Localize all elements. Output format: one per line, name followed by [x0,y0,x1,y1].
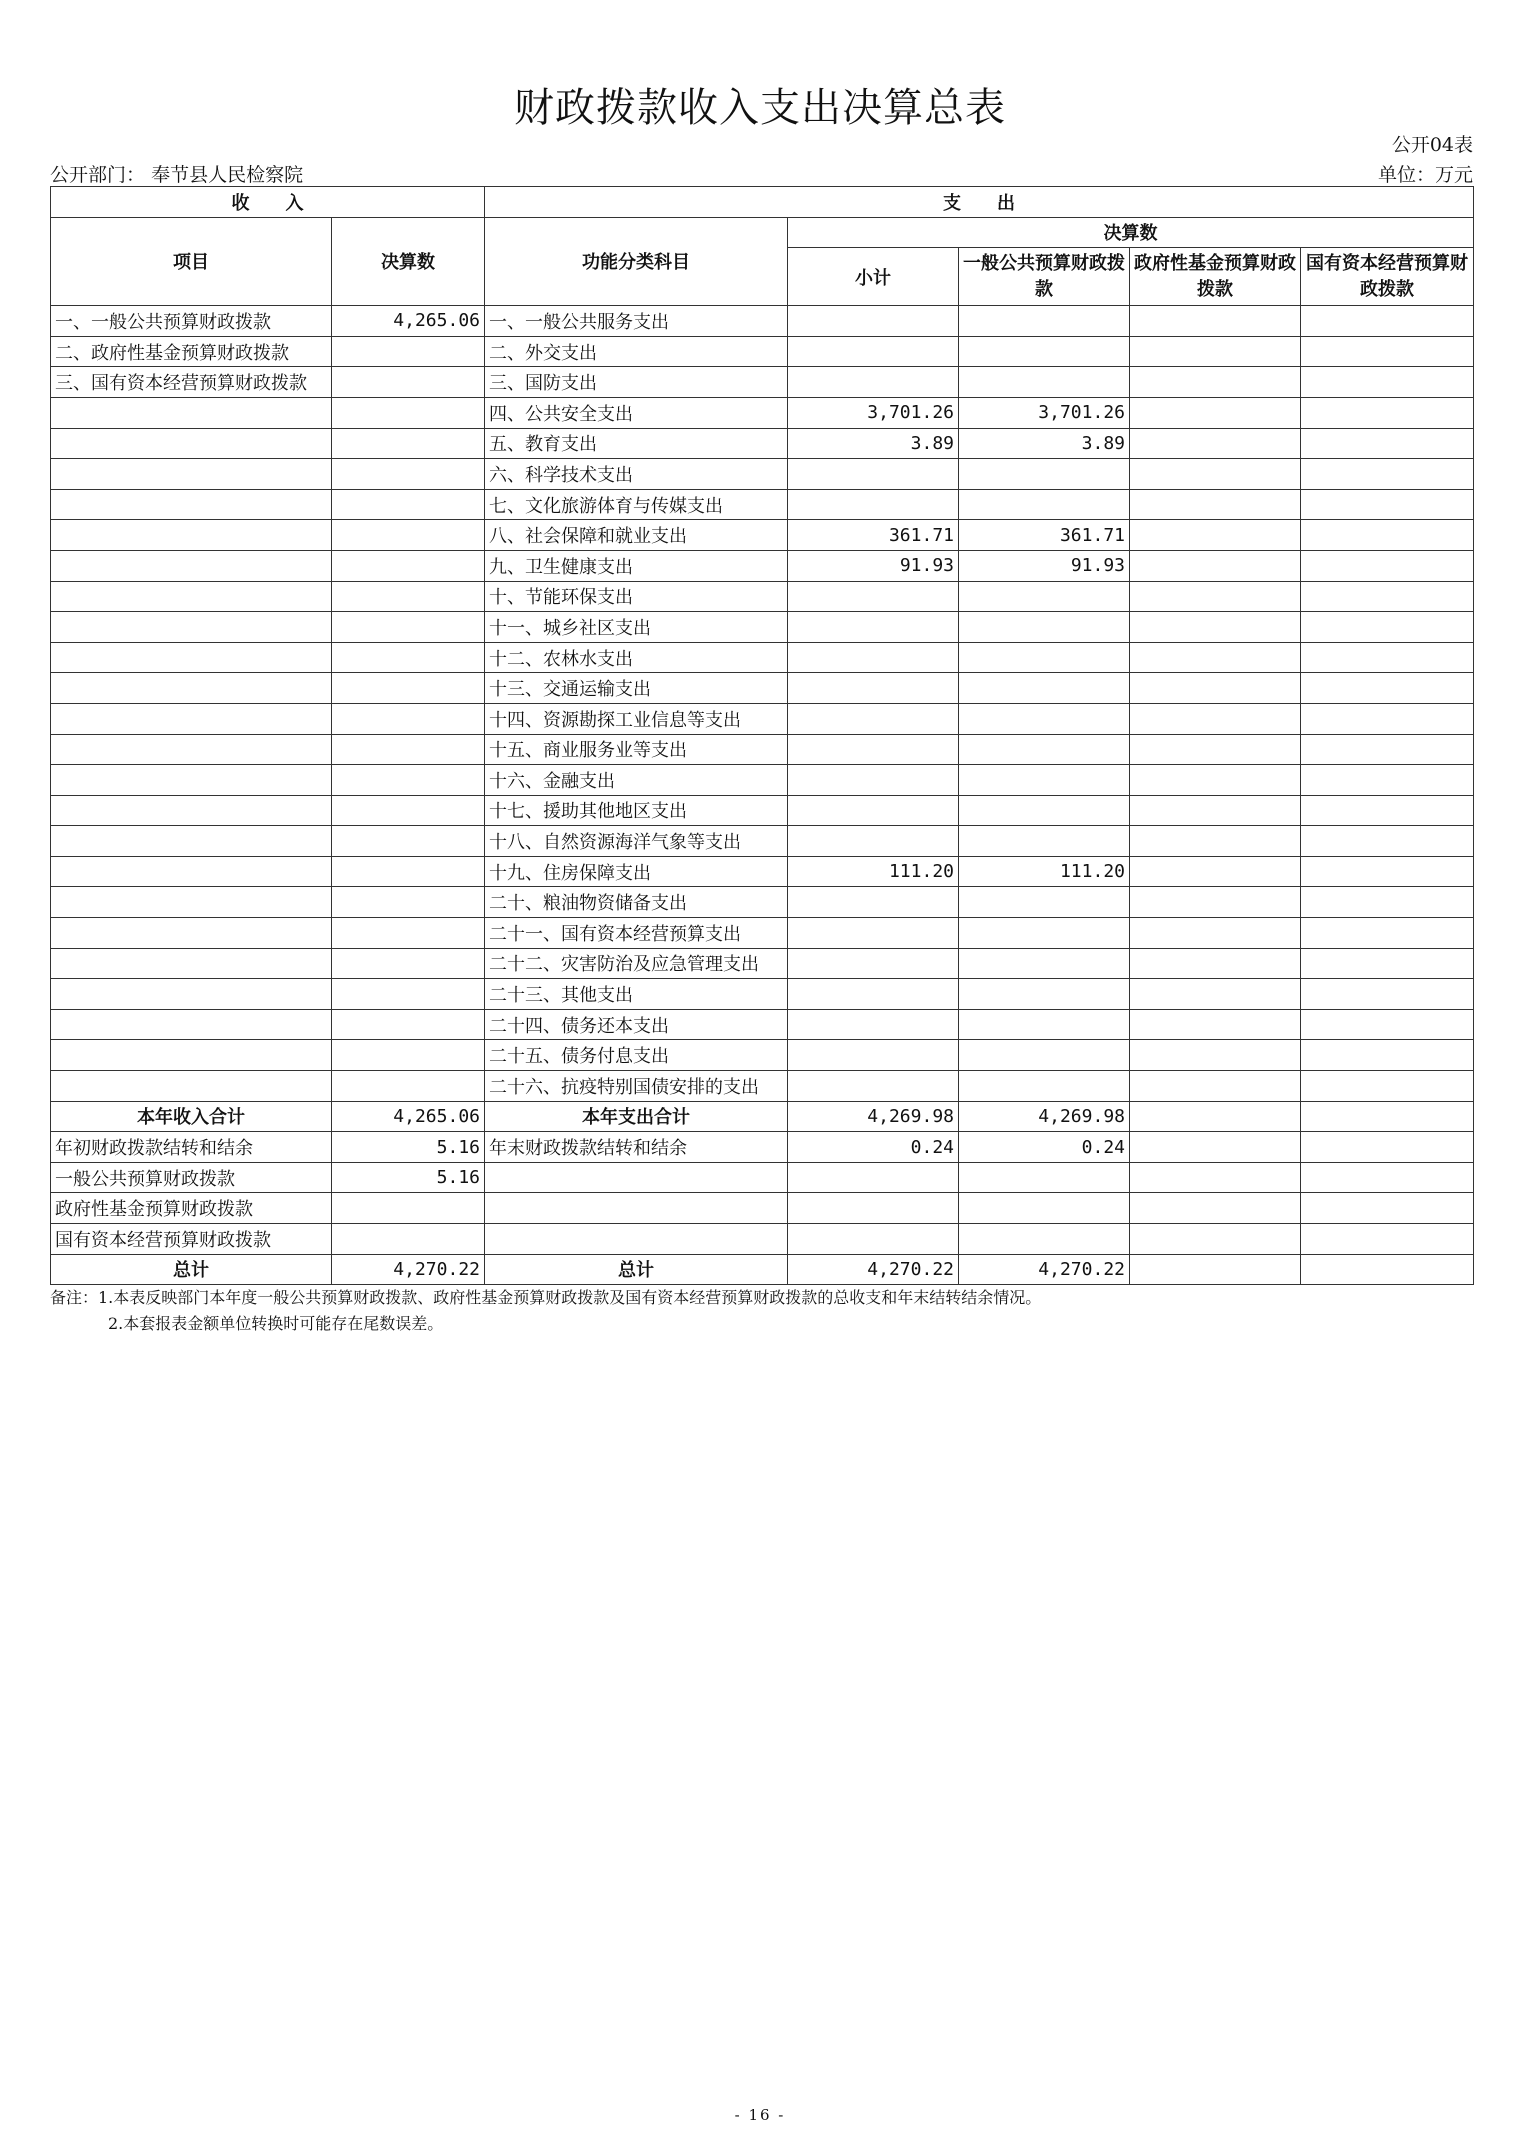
year-expense-capital [1301,1101,1474,1132]
empty-cell [485,1162,788,1193]
table-row [51,306,1474,337]
unit-label: 单位：万元 [1377,164,1473,186]
expense-general-cell [959,887,1130,918]
expense-capital-cell [1301,765,1474,796]
expense-general-cell [959,612,1130,643]
table-row [51,826,1474,857]
expense-capital-cell [1301,918,1474,949]
income-amount-cell [332,1040,485,1071]
expense-fund-cell [1130,673,1301,704]
table-row [51,489,1474,520]
expense-capital-cell [1301,581,1474,612]
department-label: 公开部门： [50,164,146,186]
expense-fund-cell [1130,581,1301,612]
table-row [51,795,1474,826]
empty-cell [332,1193,485,1224]
grand-expense-label: 总计 [485,1254,788,1285]
expense-general-cell: 3.89 [959,428,1130,459]
expense-fund-cell [1130,887,1301,918]
income-amount-cell [332,612,485,643]
expense-capital-cell [1301,887,1474,918]
func-category-cell: 三、国防支出 [485,367,788,398]
empty-cell [1301,1162,1474,1193]
empty-cell [1130,1254,1301,1285]
table-row [51,336,1474,367]
empty-cell [1130,1193,1301,1224]
general-budget-header: 一般公共预算财政拨款 [959,248,1130,306]
func-category-cell: 六、科学技术支出 [485,459,788,490]
expense-capital-cell [1301,612,1474,643]
header-row-2 [51,217,1474,248]
expense-fund-cell [1130,703,1301,734]
expense-fund-cell [1130,367,1301,398]
expense-subtotal-cell [788,979,959,1010]
expense-capital-cell [1301,459,1474,490]
income-item-cell: 一、一般公共预算财政拨款 [51,306,332,337]
expense-subtotal-cell [788,367,959,398]
page-title: 财政拨款收入支出决算总表 [514,85,1006,131]
year-income-value: 4,265.06 [332,1101,485,1132]
expense-capital-cell [1301,703,1474,734]
income-item-cell [51,918,332,949]
expense-subtotal-cell [788,459,959,490]
begin-capital-label: 国有资本经营预算财政拨款 [51,1224,332,1255]
expense-subtotal-cell [788,1040,959,1071]
func-category-cell: 一、一般公共服务支出 [485,306,788,337]
income-item-cell [51,428,332,459]
expense-capital-cell [1301,1040,1474,1071]
income-item-cell [51,642,332,673]
note-1: 备注：1.本表反映部门本年度一般公共预算财政拨款、政府性基金预算财政拨款及国有资本经营预算财政拨款的总收支和年末结转结余情况。 [50,1288,1042,1307]
func-category-cell: 十五、商业服务业等支出 [485,734,788,765]
table-row [51,642,1474,673]
income-item-cell [51,612,332,643]
income-amount-cell [332,673,485,704]
expense-header: 支 出 [485,187,1474,218]
expense-subtotal-cell: 91.93 [788,550,959,581]
income-amount-cell [332,765,485,796]
expense-capital-cell [1301,336,1474,367]
table-row [51,520,1474,551]
table-row [51,581,1474,612]
income-amount-cell [332,826,485,857]
empty-cell [959,1162,1130,1193]
department-line [50,160,303,187]
expense-subtotal-cell [788,795,959,826]
expense-subtotal-cell: 361.71 [788,520,959,551]
page-number: - 16 - [734,2106,786,2124]
expense-subtotal-cell [788,612,959,643]
state-capital-header: 国有资本经营预算财政拨款 [1301,248,1474,306]
expense-general-cell: 111.20 [959,856,1130,887]
grand-income-label: 总计 [51,1254,332,1285]
expense-general-cell [959,826,1130,857]
expense-subtotal-cell [788,673,959,704]
expense-fund-cell [1130,948,1301,979]
income-amount-cell [332,520,485,551]
expense-general-cell [959,581,1130,612]
begin-capital-row [51,1224,1474,1255]
income-amount-cell [332,428,485,459]
expense-fund-cell [1130,306,1301,337]
table-row [51,550,1474,581]
begin-general-row [51,1162,1474,1193]
empty-cell [788,1162,959,1193]
expense-fund-cell [1130,918,1301,949]
table-row [51,1071,1474,1102]
expense-general-cell: 3,701.26 [959,397,1130,428]
expense-capital-cell [1301,489,1474,520]
expense-subtotal-cell: 3,701.26 [788,397,959,428]
income-item-cell [51,550,332,581]
func-category-cell: 九、卫生健康支出 [485,550,788,581]
income-amount-cell [332,1009,485,1040]
form-number: 公开04表 [1391,134,1473,156]
income-amount-cell [332,1071,485,1102]
expense-capital-cell [1301,948,1474,979]
income-item-cell [51,856,332,887]
note-2: 2.本套报表金额单位转换时可能存在尾数误差。 [108,1314,444,1333]
empty-cell [1301,1193,1474,1224]
empty-cell [485,1224,788,1255]
expense-general-cell [959,1071,1130,1102]
income-amount-cell [332,459,485,490]
func-category-cell: 十、节能环保支出 [485,581,788,612]
expense-subtotal-cell [788,734,959,765]
department-name: 奉节县人民检察院 [151,164,304,186]
income-item-cell [51,826,332,857]
func-category-cell: 二、外交支出 [485,336,788,367]
empty-cell [1301,1254,1474,1285]
empty-cell [1301,1224,1474,1255]
year-total-row [51,1101,1474,1132]
table-row [51,428,1474,459]
func-category-cell: 十二、农林水支出 [485,642,788,673]
expense-subtotal-cell [788,918,959,949]
income-item-cell [51,1009,332,1040]
func-category-cell: 二十、粮油物资储备支出 [485,887,788,918]
expense-general-cell [959,306,1130,337]
expense-fund-cell [1130,826,1301,857]
income-item-cell [51,979,332,1010]
func-category-cell: 四、公共安全支出 [485,397,788,428]
func-category-cell: 八、社会保障和就业支出 [485,520,788,551]
table-row [51,367,1474,398]
table-row [51,887,1474,918]
expense-fund-cell [1130,856,1301,887]
income-amount-cell [332,918,485,949]
expense-subtotal-cell: 111.20 [788,856,959,887]
func-category-cell: 二十六、抗疫特别国债安排的支出 [485,1071,788,1102]
income-item-cell [51,489,332,520]
expense-subtotal-cell [788,703,959,734]
func-category-cell: 二十一、国有资本经营预算支出 [485,918,788,949]
begin-fund-label: 政府性基金预算财政拨款 [51,1193,332,1224]
func-category-cell: 二十二、灾害防治及应急管理支出 [485,948,788,979]
income-item-cell [51,520,332,551]
expense-fund-cell [1130,795,1301,826]
table-row [51,856,1474,887]
expense-general-cell [959,703,1130,734]
expense-capital-cell [1301,826,1474,857]
income-item-cell [51,948,332,979]
year-income-label: 本年收入合计 [51,1101,332,1132]
income-item-cell [51,734,332,765]
expense-fund-cell [1130,642,1301,673]
begin-balance-label: 年初财政拨款结转和结余 [51,1132,332,1163]
expense-general-cell [959,459,1130,490]
func-category-cell: 十四、资源勘探工业信息等支出 [485,703,788,734]
income-item-cell [51,765,332,796]
expense-general-cell: 361.71 [959,520,1130,551]
expense-subtotal-cell [788,489,959,520]
expense-capital-cell [1301,550,1474,581]
expense-fund-cell [1130,979,1301,1010]
table-row [51,612,1474,643]
table-row [51,1040,1474,1071]
table-row [51,459,1474,490]
end-balance-subtotal: 0.24 [788,1132,959,1163]
expense-general-cell [959,1040,1130,1071]
expense-general-cell [959,489,1130,520]
expense-fund-cell [1130,550,1301,581]
income-item-cell: 二、政府性基金预算财政拨款 [51,336,332,367]
expense-fund-cell [1130,428,1301,459]
income-amount-cell [332,856,485,887]
income-amount-cell [332,367,485,398]
expense-capital-cell [1301,306,1474,337]
empty-cell [959,1224,1130,1255]
balance-row [51,1132,1474,1163]
expense-fund-cell [1130,612,1301,643]
expense-general-cell [959,795,1130,826]
expense-subtotal-cell [788,826,959,857]
income-amount-cell: 4,265.06 [332,306,485,337]
income-item-cell [51,887,332,918]
expense-capital-cell [1301,1071,1474,1102]
expense-fund-cell [1130,489,1301,520]
expense-capital-cell [1301,642,1474,673]
end-balance-capital [1301,1132,1474,1163]
empty-cell [788,1224,959,1255]
func-category-cell: 二十四、债务还本支出 [485,1009,788,1040]
end-balance-general: 0.24 [959,1132,1130,1163]
expense-capital-cell [1301,1009,1474,1040]
empty-cell [332,1224,485,1255]
empty-cell [959,1193,1130,1224]
expense-capital-cell [1301,428,1474,459]
notes [50,1285,1041,1337]
expense-capital-cell [1301,673,1474,704]
income-amount-cell [332,979,485,1010]
income-item-cell [51,397,332,428]
income-amount-cell [332,948,485,979]
empty-cell [788,1193,959,1224]
expense-general-cell [959,367,1130,398]
budget-table [50,186,1474,1285]
income-header: 收 入 [51,187,485,218]
income-item-cell [51,795,332,826]
begin-general-label: 一般公共预算财政拨款 [51,1162,332,1193]
expense-subtotal-cell: 3.89 [788,428,959,459]
expense-general-cell [959,765,1130,796]
year-expense-general: 4,269.98 [959,1101,1130,1132]
table-row [51,918,1474,949]
income-amount-cell [332,642,485,673]
grand-total-row [51,1254,1474,1285]
income-item-cell: 三、国有资本经营预算财政拨款 [51,367,332,398]
func-category-cell: 十七、援助其他地区支出 [485,795,788,826]
expense-general-cell [959,948,1130,979]
begin-fund-row [51,1193,1474,1224]
expense-general-cell [959,642,1130,673]
expense-fund-cell [1130,520,1301,551]
expense-capital-cell [1301,795,1474,826]
begin-general-value: 5.16 [332,1162,485,1193]
income-item-cell [51,581,332,612]
expense-fund-cell [1130,1040,1301,1071]
income-amount-cell [332,887,485,918]
func-category-header: 功能分类科目 [485,217,788,306]
expense-capital-cell [1301,856,1474,887]
expense-fund-cell [1130,397,1301,428]
income-amount-cell [332,581,485,612]
gov-fund-header: 政府性基金预算财政拨款 [1130,248,1301,306]
expense-general-cell [959,336,1130,367]
income-item-cell [51,1040,332,1071]
income-item-cell [51,673,332,704]
income-amount-cell [332,550,485,581]
expense-subtotal-cell [788,1009,959,1040]
expense-general-cell [959,673,1130,704]
func-category-cell: 十一、城乡社区支出 [485,612,788,643]
expense-subtotal-cell [788,948,959,979]
table-row [51,397,1474,428]
func-category-cell: 二十五、债务付息支出 [485,1040,788,1071]
income-item-cell [51,459,332,490]
income-item-cell [51,1071,332,1102]
expense-fund-cell [1130,336,1301,367]
expense-capital-cell [1301,979,1474,1010]
func-category-cell: 十九、住房保障支出 [485,856,788,887]
expense-capital-cell [1301,397,1474,428]
grand-expense-subtotal: 4,270.22 [788,1254,959,1285]
expense-final-header: 决算数 [788,217,1474,248]
income-amount-cell [332,397,485,428]
table-row [51,734,1474,765]
expense-fund-cell [1130,734,1301,765]
table-row [51,948,1474,979]
table-row [51,1009,1474,1040]
func-category-cell: 二十三、其他支出 [485,979,788,1010]
expense-fund-cell [1130,1071,1301,1102]
func-category-cell: 十六、金融支出 [485,765,788,796]
expense-general-cell [959,979,1130,1010]
expense-capital-cell [1301,520,1474,551]
func-category-cell: 十三、交通运输支出 [485,673,788,704]
expense-subtotal-cell [788,336,959,367]
empty-cell [485,1193,788,1224]
func-category-cell: 七、文化旅游体育与传媒支出 [485,489,788,520]
item-header: 项目 [51,217,332,306]
empty-cell [1130,1224,1301,1255]
income-amount-cell [332,336,485,367]
subtotal-header: 小计 [788,248,959,306]
income-amount-cell [332,734,485,765]
empty-cell [1130,1162,1301,1193]
func-category-cell: 十八、自然资源海洋气象等支出 [485,826,788,857]
table-row [51,765,1474,796]
table-row [51,703,1474,734]
expense-fund-cell [1130,1009,1301,1040]
func-category-cell: 五、教育支出 [485,428,788,459]
expense-capital-cell [1301,734,1474,765]
grand-expense-general: 4,270.22 [959,1254,1130,1285]
expense-subtotal-cell [788,306,959,337]
end-balance-label: 年末财政拨款结转和结余 [485,1132,788,1163]
table-row [51,673,1474,704]
table-row [51,979,1474,1010]
header-row-1 [51,187,1474,218]
income-item-cell [51,703,332,734]
expense-subtotal-cell [788,765,959,796]
income-amount-cell [332,795,485,826]
expense-subtotal-cell [788,887,959,918]
expense-general-cell [959,1009,1130,1040]
expense-subtotal-cell [788,1071,959,1102]
end-balance-fund [1130,1132,1301,1163]
expense-fund-cell [1130,459,1301,490]
begin-balance-value: 5.16 [332,1132,485,1163]
year-expense-fund [1130,1101,1301,1132]
expense-general-cell [959,734,1130,765]
expense-subtotal-cell [788,642,959,673]
grand-income-value: 4,270.22 [332,1254,485,1285]
expense-general-cell: 91.93 [959,550,1130,581]
year-expense-label: 本年支出合计 [485,1101,788,1132]
expense-fund-cell [1130,765,1301,796]
expense-subtotal-cell [788,581,959,612]
income-amount-cell [332,703,485,734]
income-amount-cell [332,489,485,520]
year-expense-subtotal: 4,269.98 [788,1101,959,1132]
expense-general-cell [959,918,1130,949]
final-amount-header: 决算数 [332,217,485,306]
expense-capital-cell [1301,367,1474,398]
